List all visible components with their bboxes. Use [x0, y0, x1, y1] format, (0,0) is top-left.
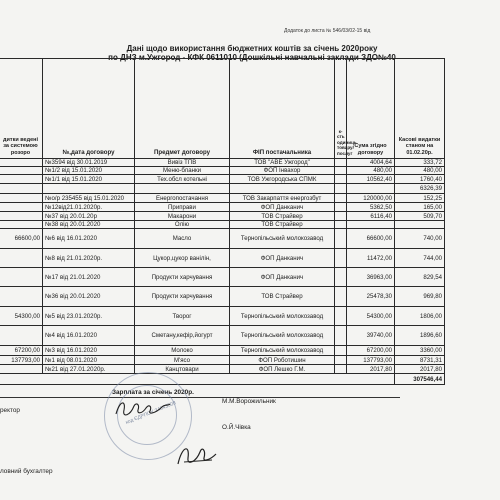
table-cell-supplier: [230, 184, 335, 194]
table-cell-subject: Цукор,цукор ванілін,: [135, 249, 230, 268]
table-cell-subject: Олію: [135, 221, 230, 229]
table-cell-first: [0, 287, 43, 307]
accountant-label: ловний бухгалтер: [0, 468, 53, 475]
table-cell-first: [0, 203, 43, 212]
table-cell-qty: [335, 287, 347, 307]
table-cell-supplier: Тернопільський молокозавод: [230, 346, 335, 356]
table-cell-supplier: ТОВ Страйвер: [230, 221, 335, 229]
table-cell-qty: [335, 194, 347, 203]
table-row: [0, 221, 445, 229]
table-cell-qty: [335, 175, 347, 184]
director-name: М.М.Ворожильник: [222, 398, 276, 405]
table-cell-supplier: ТОВ Страйвер: [230, 212, 335, 221]
table-cell-sum: 36963,00: [347, 268, 395, 287]
table-row: [0, 167, 445, 175]
table-cell-contract: №36 від 20.01.2020: [43, 287, 135, 307]
column-header: Касові видатки станом на 01.02.20р.: [395, 59, 445, 159]
table-cell-supplier: ФОП Данканич: [230, 203, 335, 212]
table-cell-first: [0, 159, 43, 167]
table-cell-sum: 6116,40: [347, 212, 395, 221]
table-cell-qty: [335, 365, 347, 374]
column-header: дитки ведені за системою розоро: [0, 59, 43, 159]
table-cell-sum: [347, 184, 395, 194]
table-cell-first: 66600,00: [0, 229, 43, 249]
column-header: №,дата договору: [43, 59, 135, 159]
table-row: [0, 268, 445, 287]
table-cell-subject: Меню-бланки: [135, 167, 230, 175]
table-cell-sum: 67200,00: [347, 346, 395, 356]
table-cell-sum: 11472,00: [347, 249, 395, 268]
table-cell-qty: [335, 212, 347, 221]
table-cell-supplier: ФОП Роботишин: [230, 356, 335, 365]
column-header: Предмет договору: [135, 59, 230, 159]
table-cell-first: [0, 184, 43, 194]
table-cell-paid: 740,00: [395, 229, 445, 249]
table-cell-subject: Продукти харчування: [135, 268, 230, 287]
table-cell-contract: №1/1 від 15.01.2020: [43, 175, 135, 184]
table-cell-sum: 5362,50: [347, 203, 395, 212]
table-cell-supplier: ТОВ Страйвер: [230, 287, 335, 307]
divider: [0, 397, 400, 398]
table-row: [0, 346, 445, 356]
column-header: ФІП постачальника: [230, 59, 335, 159]
total-amount: 307546,44: [395, 374, 445, 385]
table-row: [0, 249, 445, 268]
table-cell-contract: №12від21.01.2020р.: [43, 203, 135, 212]
table-cell-subject: Продукти харчування: [135, 287, 230, 307]
table-cell-first: [0, 194, 43, 203]
table-row: [0, 194, 445, 203]
table-row: [0, 203, 445, 212]
table-cell-supplier: Тернопільський молокозавод: [230, 229, 335, 249]
table-cell-subject: М'ясо: [135, 356, 230, 365]
table-cell-sum: 120000,00: [347, 194, 395, 203]
table-cell-subject: Приправи: [135, 203, 230, 212]
table-cell-subject: Канцтовари: [135, 365, 230, 374]
table-cell-paid: 6326,39: [395, 184, 445, 194]
total-label-cell: [0, 374, 395, 385]
table-cell-qty: [335, 268, 347, 287]
table-cell-paid: 2017,80: [395, 365, 445, 374]
title-line-1: Дані щодо використання бюджетних коштів за січень 2020року: [126, 44, 378, 53]
table-cell-qty: [335, 307, 347, 326]
table-cell-supplier: ФОП Лешко Г.М.: [230, 365, 335, 374]
table-cell-sum: 54300,00: [347, 307, 395, 326]
table-cell-contract: №3 від 16.01.2020: [43, 346, 135, 356]
table-cell-paid: 1760,40: [395, 175, 445, 184]
table-cell-contract: №4 від 16.01.2020: [43, 326, 135, 346]
table-cell-qty: [335, 203, 347, 212]
table-cell-supplier: ТОВ "АВЕ Ужгород": [230, 159, 335, 167]
director-signature: [112, 398, 172, 420]
table-cell-paid: [395, 221, 445, 229]
table-cell-contract: №6 від 16.01.2020: [43, 229, 135, 249]
table-cell-sum: 137793,00: [347, 356, 395, 365]
table-cell-supplier: ТОВ Ужгородська СПМК: [230, 175, 335, 184]
table-cell-paid: 1806,00: [395, 307, 445, 326]
table-cell-sum: 2017,80: [347, 365, 395, 374]
table-cell-paid: 744,00: [395, 249, 445, 268]
table-cell-contract: №21 від 27.01.2020р.: [43, 365, 135, 374]
table-cell-qty: [335, 167, 347, 175]
table-cell-paid: 165,00: [395, 203, 445, 212]
table-row: [0, 356, 445, 365]
table-cell-subject: Творог: [135, 307, 230, 326]
table-cell-first: 137793,00: [0, 356, 43, 365]
table-cell-qty: [335, 229, 347, 249]
table-cell-contract: №8 від 21.01.2020р.: [43, 249, 135, 268]
table-cell-subject: Тех.обсл котельні: [135, 175, 230, 184]
table-cell-first: 54300,00: [0, 307, 43, 326]
table-cell-first: [0, 249, 43, 268]
table-cell-subject: Макарони: [135, 212, 230, 221]
table-cell-first: [0, 326, 43, 346]
table-row: [0, 365, 445, 374]
accountant-signature: [172, 440, 222, 470]
table-cell-subject: Сметану,кефір,йогурт: [135, 326, 230, 346]
letter-note: Додаток до листа № 546/03/02-15 від: [284, 28, 371, 34]
table-cell-contract: №1/2 від 15.01.2020: [43, 167, 135, 175]
table-cell-paid: 480,00: [395, 167, 445, 175]
table-cell-first: [0, 167, 43, 175]
stamp-text: код ЄДРПОУ 34843508: [124, 400, 177, 426]
table-row: [0, 326, 445, 346]
table-cell-qty: [335, 356, 347, 365]
accountant-name: О.Й.Чівка: [222, 424, 251, 431]
table-cell-sum: 25478,30: [347, 287, 395, 307]
table-cell-supplier: Тернопільський молокозавод: [230, 307, 335, 326]
table-row: [0, 184, 445, 194]
table-cell-paid: 333,72: [395, 159, 445, 167]
table-cell-subject: Масло: [135, 229, 230, 249]
table-cell-paid: 8731,31: [395, 356, 445, 365]
table-cell-qty: [335, 184, 347, 194]
table-cell-supplier: ФОП Інвахор: [230, 167, 335, 175]
title-line-2: по ДНЗ м.Ужгород - КФК 0611010 (Дошкільні навчальні заклади ЗДО№40: [108, 53, 396, 62]
column-header: к-сть одиниць товару/послуг: [335, 59, 347, 159]
table-cell-subject: Молоко: [135, 346, 230, 356]
salary-label: Зарплата за січень 2020р.: [112, 389, 194, 396]
table-cell-first: [0, 268, 43, 287]
column-header: Сума згідно договору: [347, 59, 395, 159]
table-cell-first: [0, 212, 43, 221]
table-cell-subject: Енергопостачання: [135, 194, 230, 203]
table-cell-first: [0, 175, 43, 184]
table-row: [0, 212, 445, 221]
table-cell-first: 67200,00: [0, 346, 43, 356]
table-cell-paid: 509,70: [395, 212, 445, 221]
table-cell-first: [0, 365, 43, 374]
table-cell-contract: №37 від 20.01.20р: [43, 212, 135, 221]
table-row: [0, 159, 445, 167]
table-cell-qty: [335, 249, 347, 268]
table-cell-sum: 39740,00: [347, 326, 395, 346]
table-cell-qty: [335, 221, 347, 229]
table-cell-sum: 66600,00: [347, 229, 395, 249]
table-cell-contract: №3594 від 30.01.2019: [43, 159, 135, 167]
table-cell-sum: 480,00: [347, 167, 395, 175]
table-cell-supplier: ФОП Данканич: [230, 249, 335, 268]
table-cell-sum: 10562,40: [347, 175, 395, 184]
table-cell-contract: №о/р 235455 від 15.01.2020: [43, 194, 135, 203]
table-cell-contract: №5 від 23.01.2020р.: [43, 307, 135, 326]
table-cell-contract: [43, 184, 135, 194]
table-cell-paid: 1896,60: [395, 326, 445, 346]
table-cell-contract: №38 від 20.01.2020: [43, 221, 135, 229]
table-cell-paid: 969,80: [395, 287, 445, 307]
table-cell-supplier: Тернопільський молокозавод: [230, 326, 335, 346]
table-cell-contract: №1 від 08.01.2020: [43, 356, 135, 365]
expenses-table: [0, 58, 445, 385]
table-cell-qty: [335, 346, 347, 356]
director-label: ректор: [0, 407, 20, 414]
table-cell-sum: 4004,64: [347, 159, 395, 167]
table-cell-contract: №17 від 21.01.2020: [43, 268, 135, 287]
table-cell-subject: Вивіз ТПВ: [135, 159, 230, 167]
table-cell-qty: [335, 159, 347, 167]
table-cell-subject: [135, 184, 230, 194]
table-row: [0, 175, 445, 184]
table-cell-supplier: ФОП Данканич: [230, 268, 335, 287]
table-cell-first: [0, 221, 43, 229]
table-row: [0, 287, 445, 307]
table-row: [0, 307, 445, 326]
table-cell-sum: [347, 221, 395, 229]
table-cell-paid: 3360,00: [395, 346, 445, 356]
table-row: [0, 229, 445, 249]
table-cell-supplier: ТОВ Закарпаття енергозбут: [230, 194, 335, 203]
table-cell-qty: [335, 326, 347, 346]
table-cell-paid: 152,25: [395, 194, 445, 203]
table-cell-paid: 829,54: [395, 268, 445, 287]
